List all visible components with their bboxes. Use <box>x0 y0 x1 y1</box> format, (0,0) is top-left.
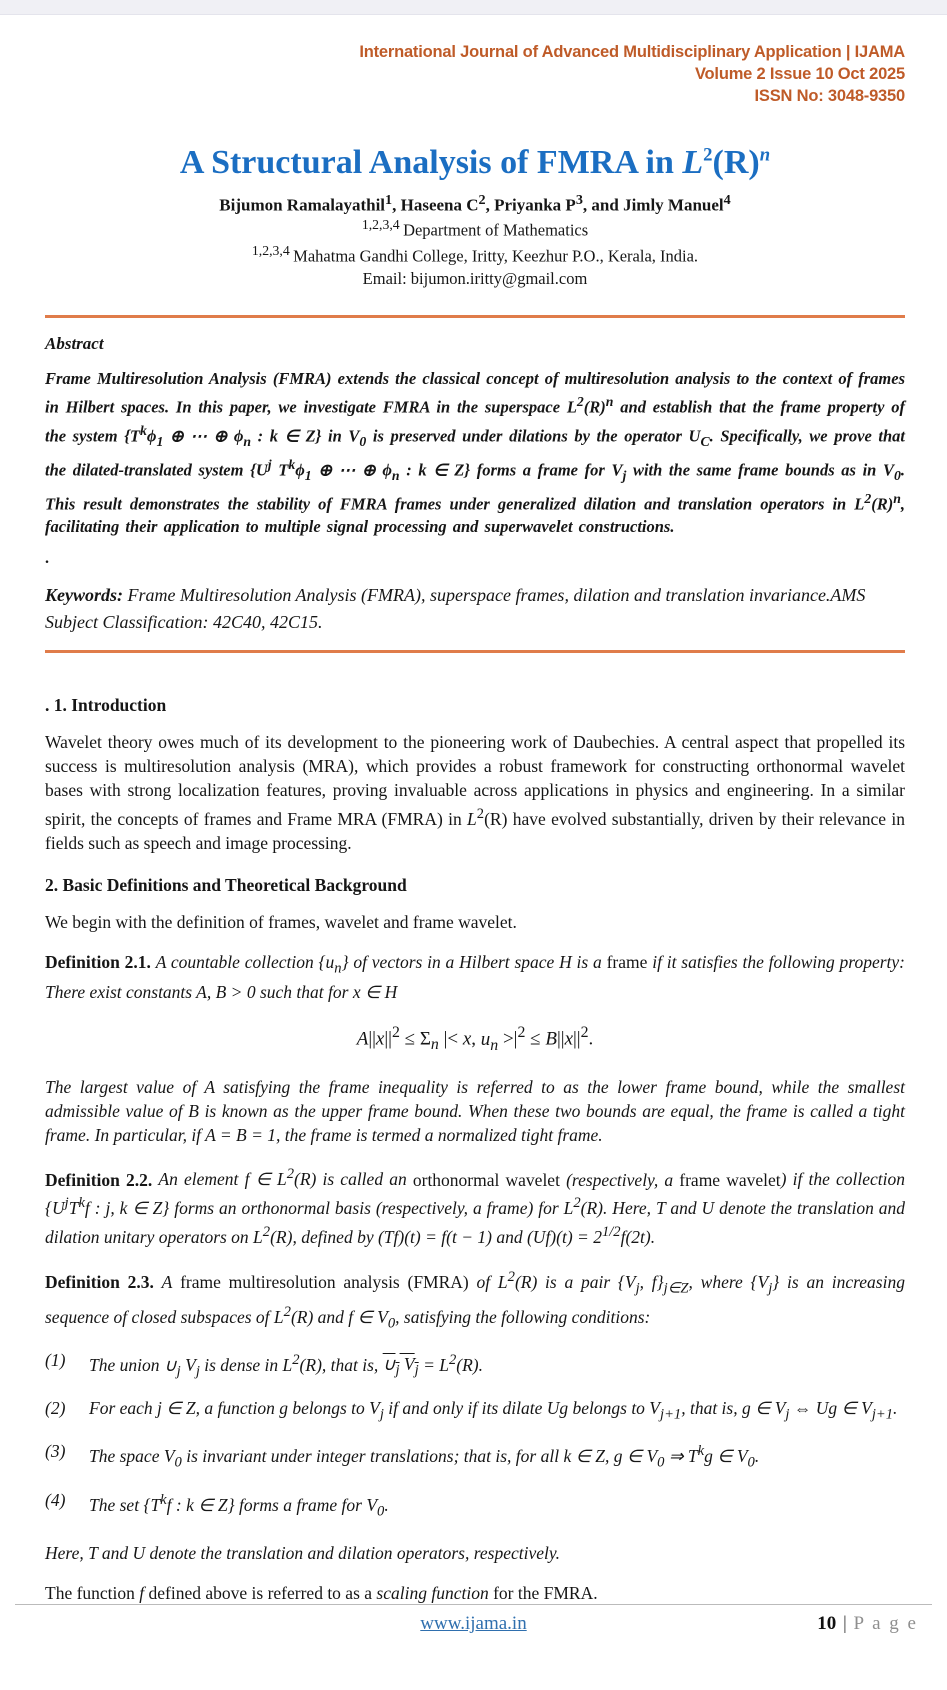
journal-name: International Journal of Advanced Multidisciplinary Application | IJAMA <box>359 43 905 61</box>
condition-row-1 <box>45 1348 905 1384</box>
page-content <box>0 15 947 1604</box>
definitions-intro: We begin with the definition of frames, wavelet and frame wavelet. <box>45 911 517 932</box>
authors-line: Bijumon Ramalayathil$^1$, Haseena $C^2$, Priyanka $P^3$, and Jimly Manuel$^4$ <box>219 191 731 215</box>
condition-label: (1) <box>45 1349 66 1370</box>
page-indicator <box>817 1610 918 1638</box>
condition-label: (3) <box>45 1441 66 1462</box>
stray-period: . <box>45 550 49 568</box>
condition-body: The set {$T^kf$ : k ∈ Z} forms a frame for $V_0$. <box>89 1491 389 1520</box>
condition-body: For each j ∈ Z, a function g belongs to $V_j$ if and only if its dilate Ug belongs to $V_{j+1}$, that is, g ∈ $V_j$ ⇔ Ug ∈ $V_{j+1}$. <box>89 1397 898 1423</box>
page-number: 10 <box>817 1613 837 1635</box>
definition-2-3: Definition 2.3. A frame multiresolution analysis (FMRA) of $L^2(R)$ is a pair {$V_j$, $f\}_{j\in Z}$, where $\{V_j\}$ is an increasing sequence of closed subspaces of $L^2(R)$ and f ∈ $V_0$, satisfying the following conditions: <box>45 1268 905 1332</box>
top-window-strip <box>0 0 947 15</box>
footer-divider <box>15 1604 932 1605</box>
journal-header <box>45 41 905 107</box>
definitions-heading: 2. Basic Definitions and Theoretical Background <box>45 874 407 895</box>
introduction-heading: . 1. Introduction <box>45 695 167 716</box>
condition-row-2 <box>45 1396 905 1428</box>
footer-row <box>15 1610 932 1638</box>
page-footer <box>0 1604 947 1690</box>
definition-2-1: Definition 2.1. A countable collection $\{u_n\}$ of vectors in a Hilbert space H is a frame if it satisfies the following property: There exist constants A, B > 0 such that for x ∈ H <box>45 951 906 1003</box>
section-divider-keywords <box>45 650 905 653</box>
frame-bounds-paragraph: The largest value of A satisfying the frame inequality is referred to as the lower frame bound, while the smallest admissible value of B is known as the upper frame bound. When these two bounds are equal, the frame is called a tight frame. In particular, if A = B = 1, the frame is termed a normalized tight frame. <box>45 1076 905 1145</box>
affiliation-college: $^{1,2,3,4}$ Mahatma Gandhi College, Iritty, Keezhur P.O., Kerala, India. <box>251 242 699 266</box>
page-separator: | <box>842 1613 847 1635</box>
condition-label: (2) <box>45 1397 66 1418</box>
definition-2-2: Definition 2.2. An element f ∈ $L^2(R)$ is called an orthonormal wavelet (respectively, a frame wavelet) if the collection {$U^jT^kf$ : j, k ∈ Z} forms an orthonormal basis (respectively, a frame) for $L^2(R)$. Here, T and U denote the translation and dilation unitary operators on $L^2(R)$, defined by (Tf)(t) = f(t − 1) and $(Uf)(t) = 2^{1/2}f(2t)$. <box>45 1166 906 1247</box>
journal-issn: ISSN No: 3048-9350 <box>754 87 905 105</box>
site-link[interactable]: www.ijama.in <box>420 1613 527 1635</box>
condition-row-3 <box>45 1439 905 1475</box>
condition-label: (4) <box>45 1489 66 1510</box>
affiliation-department: $^{1,2,3,4}$ Department of Mathematics <box>361 217 589 240</box>
condition-body: The union $\cup_j$ $V_j$ is dense in $L^2(R)$, that is, $\cup_j$ $V_j = L^2(R)$. <box>89 1351 484 1379</box>
abstract-body: Frame Multiresolution Analysis (FMRA) extends the classical concept of multiresolution analysis to the context of frames in Hilbert spaces. In this paper, we investigate FMRA in the superspace $L^2(R)^n$ and establish that the frame property of the system {$T^k\phi_1$ ⊕ ⋯ ⊕ $\phi_n$ : k ∈ Z} in $V_0$ is preserved under dilations by the operator $U_C$. Specifically, we prove that the dilated-translated system {$U^j$ $T^k\phi_1$ ⊕ ⋯ ⊕ $\phi_n$ : k ∈ Z} forms a frame for $V_j$ with the same frame bounds as in $V_0$. This result demonstrates the stability of FMRA frames under generalized dilation and translation operators in $L^2(R)^n$, facilitating their application to multiple signal processing and superwavelet constructions. <box>45 369 906 537</box>
keywords-paragraph: Keywords: Frame Multiresolution Analysis (FMRA), superspace frames, dilation and translation invariance.AMS Subject Classification: 42C40, 42C15. <box>45 585 866 633</box>
operators-note: Here, T and U denote the translation and dilation operators, respectively. <box>45 1543 561 1564</box>
page-word: P a g e <box>853 1613 918 1635</box>
page-title: A Structural Analysis of FMRA in $L^2(R)^n$ <box>179 144 771 181</box>
journal-volume: Volume 2 Issue 10 Oct 2025 <box>694 65 905 83</box>
section-divider-top <box>45 315 905 318</box>
condition-body: The space $V_0$ is invariant under integer translations; that is, for all k ∈ Z, g ∈ $V_0$ ⇒ $T^kg$ ∈ $V_0$. <box>89 1443 760 1471</box>
frame-inequality-formula: $A||x||^2 \le \Sigma_n$ |< x, $u_n >|^2 \le B||x||^2$. <box>356 1024 594 1054</box>
fmra-conditions-list <box>45 1348 905 1524</box>
scaling-function-note: The function f defined above is referred to as a scaling function for the FMRA. <box>45 1583 598 1604</box>
introduction-paragraph: Wavelet theory owes much of its development to the pioneering work of Daubechies. A central aspect that propelled its success is multiresolution analysis (MRA), which provides a robust framework for constructing orthonormal wavelet bases with strong localization features, proving invaluable across applications in physics and engineering. In a similar spirit, the concepts of frames and Frame MRA (FMRA) in $L^2(R)$ have evolved substantially, driven by their relevance in fields such as speech and image processing. <box>45 732 905 853</box>
abstract-heading: Abstract <box>45 334 104 354</box>
email-line: Email: bijumon.iritty@gmail.com <box>362 269 588 289</box>
condition-row-4 <box>45 1488 905 1524</box>
